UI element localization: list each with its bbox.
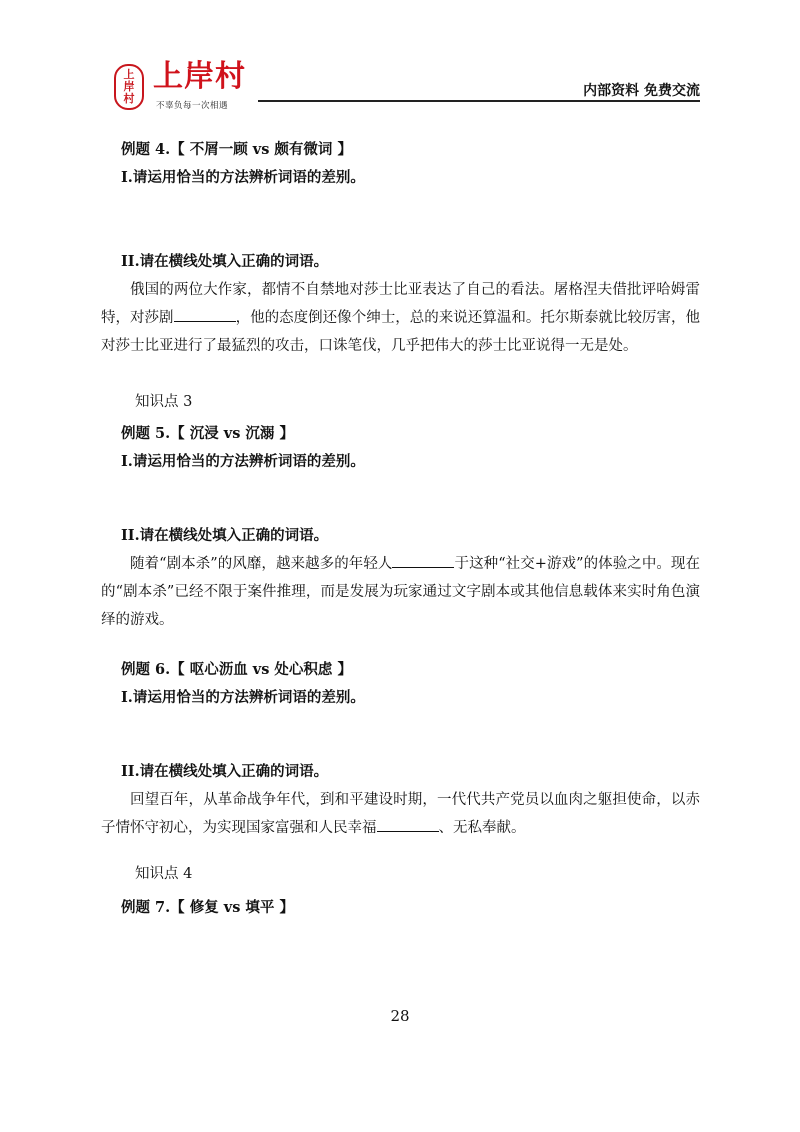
knowledge-point-4: 知识点 4: [135, 866, 193, 882]
seal-char-1: 上: [123, 68, 135, 81]
example-5-passage-part-1: 随着“剧本杀”的风靡，越来越多的年轻人: [130, 556, 393, 572]
header-divider: [258, 100, 700, 102]
example-5-blank[interactable]: [392, 553, 454, 568]
example-5-question-2: II.请在横线处填入正确的词语。: [121, 527, 329, 544]
document-body: [101, 136, 700, 922]
example-6-passage: [101, 786, 700, 842]
example-4-passage: [101, 276, 700, 360]
example-6-title: 例题 6.【 呕心沥血 vs 处心积虑 】: [121, 661, 352, 678]
example-6-passage-part-1: 回望百年，从革命战争年代，到和平建设时期，一代代共产党员以血肉之躯担使命，以赤子情怀守初心，为实现国家富强和人民幸福: [101, 792, 700, 836]
example-4-question-1: I.请运用恰当的方法辨析词语的差别。: [121, 169, 365, 186]
example-5-question-1: I.请运用恰当的方法辨析词语的差别。: [121, 453, 365, 470]
example-4-title: 例题 4.【 不屑一顾 vs 颇有微词 】: [121, 141, 352, 158]
example-4-blank[interactable]: [174, 307, 236, 322]
brand-slogan: 不辜负每一次相遇: [156, 101, 229, 111]
page-header: [0, 0, 800, 120]
example-7-title: 例题 7.【 修复 vs 填平 】: [121, 899, 294, 916]
example-5-title: 例题 5.【 沉浸 vs 沉溺 】: [121, 425, 294, 442]
page-number: 28: [390, 1007, 410, 1025]
brand-name: 上岸村: [153, 59, 246, 94]
example-6-question-2: II.请在横线处填入正确的词语。: [121, 763, 329, 780]
header-note: 内部资料 免费交流: [583, 83, 700, 99]
example-6-passage-part-2: 、无私奉献。: [438, 820, 526, 836]
example-4-passage-part-2: ，他的态度倒还像个绅士，总的来说还算温和。托尔斯泰就比较厉害，他对莎士比亚进行了最猛烈的攻击，口诛笔伐，几乎把伟大的莎士比亚说得一无是处。: [101, 310, 701, 354]
knowledge-point-3: 知识点 3: [135, 394, 193, 410]
logo-seal: [114, 64, 144, 110]
example-6-question-1: I.请运用恰当的方法辨析词语的差别。: [121, 689, 365, 706]
seal-char-2: 岸: [123, 80, 135, 93]
example-4-passage-part-1: 俄国的两位大作家，都情不自禁地对莎士比亚表达了自己的看法。屠格涅夫借批评哈姆雷特，对莎剧: [101, 282, 700, 326]
example-5-passage: [101, 550, 700, 634]
seal-char-3: 村: [123, 92, 135, 105]
example-4-question-2: II.请在横线处填入正确的词语。: [121, 253, 329, 270]
example-6-blank[interactable]: [377, 817, 439, 832]
example-5-passage-part-2: 于这种“社交+游戏”的体验之中。现在的“剧本杀”已经不限于案件推理，而是发展为玩家通过文字剧本或其他信息载体来实时角色演绎的游戏。: [101, 556, 700, 628]
